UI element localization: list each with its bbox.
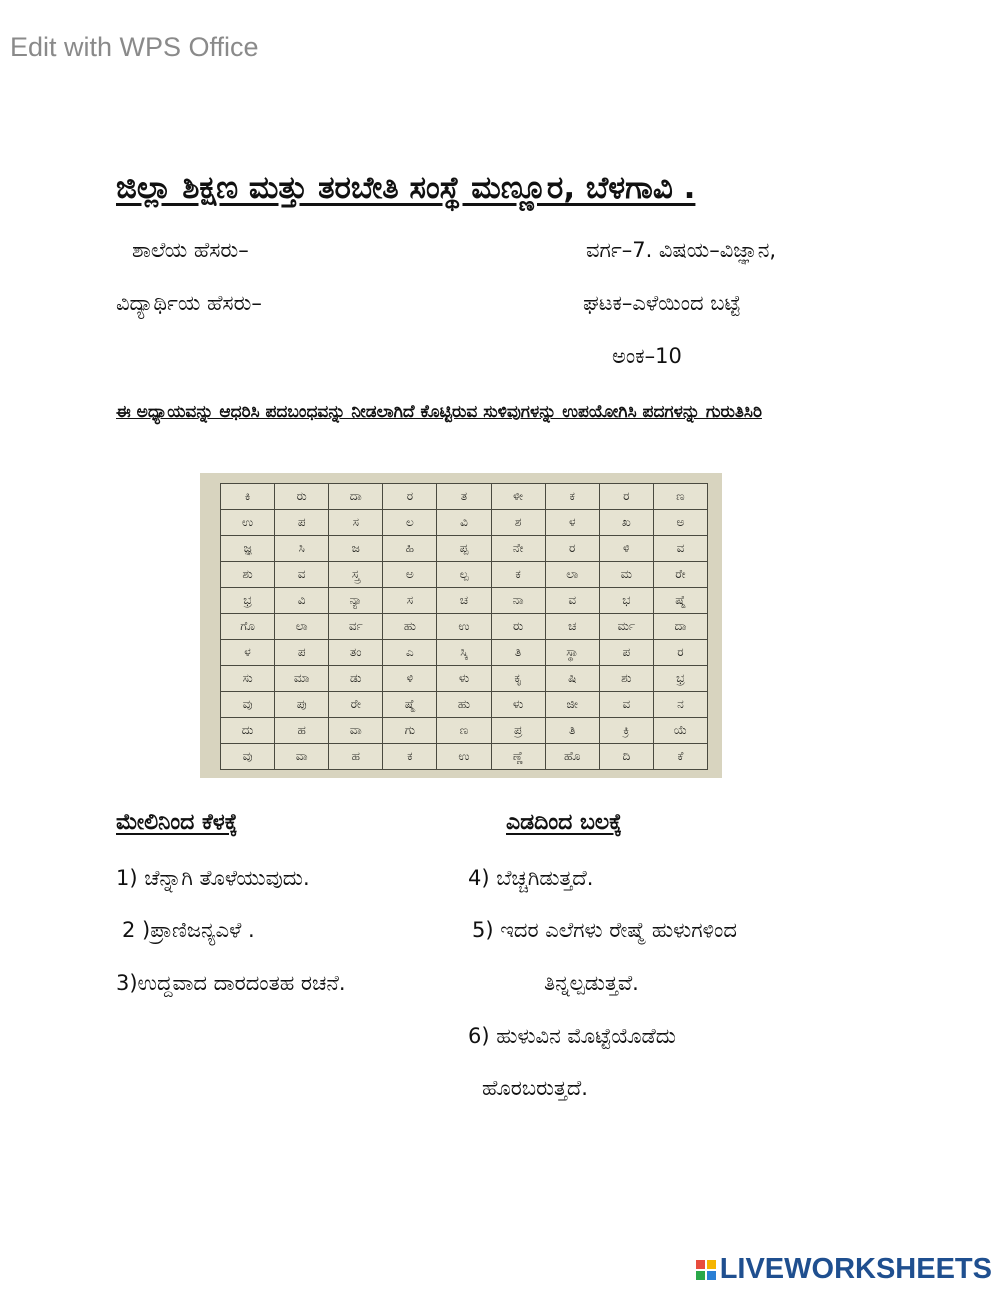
grid-cell[interactable]: ತಿ (491, 640, 545, 666)
grid-cell[interactable]: ಕೆ (653, 744, 707, 770)
grid-cell[interactable]: ಡು (329, 666, 383, 692)
grid-cell[interactable]: ರ (383, 484, 437, 510)
grid-row (221, 640, 708, 666)
grid-cell[interactable]: ಪ (275, 510, 329, 536)
grid-cell[interactable]: ಣ (437, 718, 491, 744)
grid-cell[interactable]: ಹ (275, 718, 329, 744)
grid-cell[interactable]: ಳ (221, 640, 275, 666)
grid-cell[interactable]: ಸ (383, 588, 437, 614)
grid-row (221, 614, 708, 640)
grid-cell[interactable]: ರು (275, 484, 329, 510)
grid-row (221, 562, 708, 588)
grid-cell[interactable]: ಜ್ಞ (221, 536, 275, 562)
logo-square-yellow (707, 1260, 716, 1269)
grid-cell[interactable]: ಪ (599, 640, 653, 666)
grid-cell[interactable]: ವ (653, 536, 707, 562)
grid-row (221, 510, 708, 536)
grid-row (221, 718, 708, 744)
school-name-label: ಶಾಲೆಯ ಹೆಸರು– (132, 238, 249, 262)
grid-cell[interactable]: ಅ (653, 510, 707, 536)
across-heading: ಎಡದಿಂದ ಬಲಕ್ಕೆ (506, 810, 622, 835)
grid-cell[interactable]: ದು (221, 718, 275, 744)
across-clue-6-cont: ಹೊರಬರುತ್ತದೆ. (482, 1076, 588, 1100)
student-name-label: ವಿದ್ಯಾರ್ಥಿಯ ಹೆಸರು– (116, 291, 262, 315)
grid-cell[interactable]: ವಿ (275, 588, 329, 614)
grid-cell[interactable]: ಯೆ (653, 718, 707, 744)
instructions: ಈ ಅಧ್ಯಾಯವನ್ನು ಆಧರಿಸಿ ಪದಬಂಧವನ್ನು ನೀಡಲಾಗಿದೆ ಕೊಟ್ಟಿರುವ ಸುಳಿವುಗಳನ್ನು ಉಪಯೋಗಿಸಿ ಪದಗಳನ್ನು ಗುರುತಿಸಿರಿ (116, 402, 762, 422)
grid-cell[interactable]: ಮಾ (275, 666, 329, 692)
grid-cell[interactable]: ಶು (221, 562, 275, 588)
grid-row (221, 588, 708, 614)
grid-cell[interactable]: ದಾ (653, 614, 707, 640)
grid-cell[interactable]: ರೇ (653, 562, 707, 588)
grid-cell[interactable]: ಲಾ (545, 562, 599, 588)
grid-cell[interactable]: ಸ್ಥಾ (545, 640, 599, 666)
grid-cell[interactable]: ವು (221, 744, 275, 770)
grid-cell[interactable]: ಕ (383, 744, 437, 770)
grid-cell[interactable]: ಪ (275, 640, 329, 666)
grid-cell[interactable]: ಪ್ರ (491, 718, 545, 744)
grid-cell[interactable]: ಭ್ರ (653, 666, 707, 692)
grid-cell[interactable]: ಕ್ರಿ (599, 718, 653, 744)
grid-row (221, 692, 708, 718)
grid-cell[interactable]: ಹೊ (545, 744, 599, 770)
word-search-image (200, 473, 722, 778)
grid-cell[interactable]: ವ (545, 588, 599, 614)
grid-cell[interactable]: ದಾ (329, 484, 383, 510)
grid-cell[interactable]: ನೇ (491, 536, 545, 562)
class-subject-label: ವರ್ಗ–7. ವಿಷಯ–ವಿಜ್ಞಾನ, (586, 238, 777, 262)
grid-cell[interactable]: ಕ (545, 484, 599, 510)
unit-label: ಘಟಕ–ಎಳೆಯಿಂದ ಬಟ್ಟೆ (583, 291, 741, 315)
grid-cell[interactable]: ಹಿ (383, 536, 437, 562)
page-title: ಜಿಲ್ಲಾ ಶಿಕ್ಷಣ ಮತ್ತು ತರಬೇತಿ ಸಂಸ್ಥೆ ಮಣ್ಣೂರ, ಬೆಳಗಾವಿ . (116, 170, 696, 206)
grid-cell[interactable]: ಹು (383, 614, 437, 640)
grid-row (221, 484, 708, 510)
grid-cell[interactable]: ಜ (329, 536, 383, 562)
grid-cell[interactable]: ಪು (275, 692, 329, 718)
grid-cell[interactable]: ಚ (545, 614, 599, 640)
grid-cell[interactable]: ಉ (437, 614, 491, 640)
grid-cell[interactable]: ನ (653, 692, 707, 718)
grid-cell[interactable]: ಳಿ (383, 666, 437, 692)
grid-cell[interactable]: ಹ (329, 744, 383, 770)
grid-cell[interactable]: ಸು (221, 666, 275, 692)
across-clue-5-cont: ತಿನ್ನಲ್ಪಡುತ್ತವೆ. (544, 971, 639, 995)
down-clue-3: 3)ಉದ್ದವಾದ ದಾರದಂತಹ ರಚನೆ. (116, 971, 346, 995)
grid-cell[interactable]: ಲ್ಪ (437, 562, 491, 588)
logo-square-red (696, 1260, 705, 1269)
grid-cell[interactable]: ದಿ (599, 744, 653, 770)
grid-cell[interactable]: ಜೀ (545, 692, 599, 718)
grid-cell[interactable]: ಚ (437, 588, 491, 614)
grid-cell[interactable]: ಳಿ (599, 536, 653, 562)
marks-label: ಅಂಕ–10 (612, 344, 682, 368)
wps-watermark: Edit with WPS Office (10, 32, 259, 62)
grid-cell[interactable]: ಷ್ಮೆ (653, 588, 707, 614)
grid-cell[interactable]: ವಿ (437, 510, 491, 536)
grid-cell[interactable]: ರೇ (329, 692, 383, 718)
grid-cell[interactable]: ಸ್ತ್ರ (329, 562, 383, 588)
grid-cell[interactable]: ಲಾ (275, 614, 329, 640)
down-heading: ಮೇಲಿನಿಂದ ಕೆಳಕ್ಕೆ (116, 810, 238, 835)
grid-cell[interactable]: ಗು (383, 718, 437, 744)
across-clue-5: 5) ಇದರ ಎಲೆಗಳು ರೇಷ್ಮೆ ಹುಳುಗಳಿಂದ (472, 918, 737, 942)
grid-cell[interactable]: ಸ್ಕಿ (437, 640, 491, 666)
grid-cell[interactable]: ಪ್ಪ (437, 536, 491, 562)
grid-cell[interactable]: ಷಿ (545, 666, 599, 692)
grid-cell[interactable]: ತ (437, 484, 491, 510)
grid-cell[interactable]: ವ (275, 562, 329, 588)
grid-cell[interactable]: ಲ (383, 510, 437, 536)
across-clue-6: 6) ಹುಳುವಿನ ಮೊಟ್ಟೆಯೊಡೆದು (468, 1024, 676, 1048)
across-clue-4: 4) ಬೆಚ್ಚಗಿಡುತ್ತದೆ. (468, 866, 594, 890)
liveworksheets-brand[interactable] (696, 1253, 992, 1286)
grid-cell[interactable]: ಉ (437, 744, 491, 770)
grid-cell[interactable]: ಅ (383, 562, 437, 588)
grid-cell[interactable]: ವಾ (275, 744, 329, 770)
grid-cell[interactable]: ಕೃ (491, 666, 545, 692)
grid-cell[interactable]: ವು (221, 692, 275, 718)
grid-cell[interactable]: ರ (653, 640, 707, 666)
grid-cell[interactable]: ನ್ಯಾ (329, 588, 383, 614)
grid-cell[interactable]: ಭ (599, 588, 653, 614)
grid-cell[interactable]: ರ (545, 536, 599, 562)
liveworksheets-wordmark: LIVEWORKSHEETS (719, 1253, 992, 1285)
grid-cell[interactable]: ಳ (545, 510, 599, 536)
grid-cell[interactable]: ಖ (599, 510, 653, 536)
grid-cell[interactable]: ಕ (491, 562, 545, 588)
grid-cell[interactable]: ಭ್ರ (221, 588, 275, 614)
grid-cell[interactable]: ರ (599, 484, 653, 510)
grid-cell[interactable]: ಉ (221, 510, 275, 536)
grid-cell[interactable]: ಹು (437, 692, 491, 718)
grid-cell[interactable]: ಷ್ಮೆ (383, 692, 437, 718)
grid-cell[interactable]: ಳೀ (491, 484, 545, 510)
logo-square-green (696, 1271, 705, 1280)
grid-row (221, 536, 708, 562)
grid-cell[interactable]: ರ್ಮ (599, 614, 653, 640)
grid-cell[interactable]: ಶ (491, 510, 545, 536)
grid-cell[interactable]: ಸ (329, 510, 383, 536)
grid-cell[interactable]: ಳು (437, 666, 491, 692)
grid-row (221, 666, 708, 692)
grid-cell[interactable]: ಸಿ (275, 536, 329, 562)
grid-cell[interactable]: ವಾ (329, 718, 383, 744)
logo-square-blue (707, 1271, 716, 1280)
grid-cell[interactable]: ಣ್ಣೆ (491, 744, 545, 770)
grid-cell[interactable]: ಕಿ (221, 484, 275, 510)
down-clue-2: 2 )ಪ್ರಾಣಿಜನ್ಯಎಳೆ . (122, 918, 255, 942)
grid-cell[interactable]: ತಿ (545, 718, 599, 744)
down-clue-1: 1) ಚೆನ್ನಾಗಿ ತೊಳೆಯುವುದು. (116, 866, 310, 890)
grid-cell[interactable]: ಮ (599, 562, 653, 588)
grid-cell[interactable]: ಎ (383, 640, 437, 666)
grid-cell[interactable]: ನಾ (491, 588, 545, 614)
grid-cell[interactable]: ರು (491, 614, 545, 640)
grid-cell[interactable]: ಗೊ (221, 614, 275, 640)
word-search-grid (220, 483, 708, 770)
grid-cell[interactable]: ಳು (491, 692, 545, 718)
grid-cell[interactable]: ಣ (653, 484, 707, 510)
grid-cell[interactable]: ವ (599, 692, 653, 718)
grid-cell[interactable]: ತಂ (329, 640, 383, 666)
grid-row (221, 744, 708, 770)
liveworksheets-logo-icon (696, 1260, 716, 1280)
grid-cell[interactable]: ಶು (599, 666, 653, 692)
grid-cell[interactable]: ರ್ವ (329, 614, 383, 640)
